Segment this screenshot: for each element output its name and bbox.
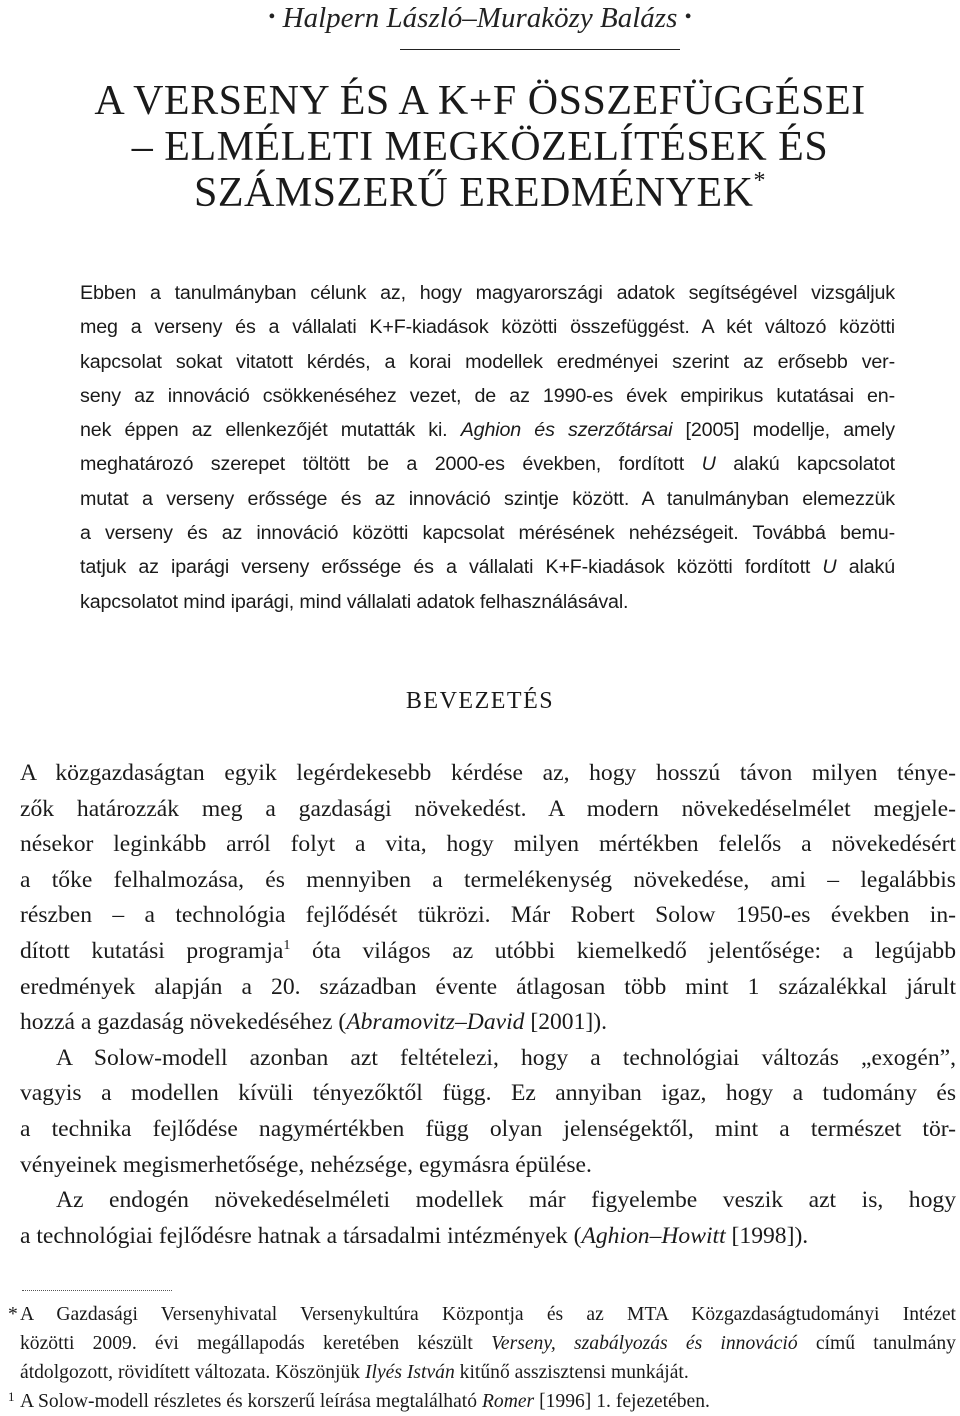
abstract-text: [2005] modellje, amely bbox=[672, 419, 895, 442]
footnote-text: [1996] 1. fejezetében. bbox=[534, 1391, 710, 1412]
abstract-line: mutat a verseny erőssége és az innováció szintje között. A tanulmányban elemezzük bbox=[80, 487, 895, 510]
author-line bbox=[0, 0, 960, 35]
abstract-line: kapcsolatot mind iparági, mind vállalati adatok felhasználásával. bbox=[80, 590, 629, 613]
u-letter: U bbox=[822, 556, 837, 579]
abstract-line bbox=[80, 447, 895, 481]
footnote-text: című tanulmány bbox=[797, 1333, 956, 1354]
citation-author: Abramovitz–David bbox=[346, 1009, 525, 1036]
abstract-line: meg a verseny és a vállalati K+F-kiadások közötti összefüggést. A két változó közötti bbox=[80, 316, 895, 339]
footnotes bbox=[8, 1300, 956, 1416]
body-line: vagyis a modellen kívüli tényezőktől függ. Ez annyiban igaz, hogy a tudomány és bbox=[20, 1080, 956, 1107]
body-line: eredmények alapján a 20. században évente átlagosan több mint 1 százalékkal járult bbox=[20, 973, 956, 1000]
body-text-run: [2001]). bbox=[524, 1009, 608, 1036]
body-text-run: dított kutatási programja bbox=[20, 937, 284, 964]
body-line bbox=[20, 1005, 956, 1041]
bullet-left: • bbox=[268, 6, 276, 28]
body-line: zők határozzák meg a gazdasági növekedést. A modern növekedéselmélet megjele- bbox=[20, 795, 956, 822]
footnote-line bbox=[8, 1387, 956, 1416]
u-letter: U bbox=[701, 453, 716, 476]
body-text-run: óta világos az utóbbi kiemelkedő jelentősége: a legújabb bbox=[290, 937, 956, 964]
body-line bbox=[20, 934, 956, 970]
title-footnote-mark: * bbox=[753, 168, 766, 194]
title-line-2: – ELMÉLETI MEGKÖZELÍTÉSEK ÉS bbox=[131, 124, 829, 170]
footnote-line bbox=[8, 1358, 956, 1387]
abstract-line: Ebben a tanulmányban célunk az, hogy magyarországi adatok segítségével vizsgáljuk bbox=[80, 282, 895, 304]
body-line bbox=[20, 1219, 956, 1255]
body-text-run: [1998]). bbox=[725, 1222, 809, 1249]
authors: Halpern László–Muraközy Balázs bbox=[282, 2, 678, 34]
body-line: nésekor leginkább arról folyt a vita, hogy milyen mértékben felelős a növekedésért bbox=[20, 831, 956, 858]
footnote-text: kitűnő asszisztensi munkáját. bbox=[454, 1362, 689, 1383]
body-line: vényeinek megismerhetősége, nehézsége, egymásra épülése. bbox=[20, 1151, 592, 1178]
abstract-line bbox=[80, 413, 895, 447]
title-line-1: A VERSENY ÉS A K+F ÖSSZEFÜGGÉSEI bbox=[94, 78, 866, 124]
footnote-mark: * bbox=[8, 1304, 18, 1325]
body-line: a technika fejlődése nagymértékben függ olyan jelenségektől, mint a természet tör- bbox=[20, 1115, 956, 1142]
body-text-run: a technológiai fejlődésre hatnak a társadalmi intézmények ( bbox=[20, 1222, 582, 1249]
body-line: Az endogén növekedéselméleti modellek már figyelembe veszik azt is, hogy bbox=[56, 1187, 956, 1214]
abstract-line: a verseny és az innováció közötti kapcsolat mérésének nehézségeit. Továbbá bemu- bbox=[80, 522, 895, 545]
footnote-separator bbox=[22, 1290, 172, 1291]
citation-author: Aghion–Howitt bbox=[581, 1222, 726, 1249]
footnote-text: átdolgozott, rövidített változata. Köszönjük bbox=[20, 1362, 365, 1383]
footnote-text: közötti 2009. évi megállapodás keretében készült bbox=[20, 1333, 492, 1354]
footnote-italic: Ilyés István bbox=[365, 1362, 455, 1383]
footnote-line bbox=[8, 1300, 956, 1329]
title-line-3-text: SZÁMSZERŰ EREDMÉNYEK bbox=[193, 170, 754, 216]
abstract-line bbox=[80, 550, 895, 584]
footnote-text: A Gazdasági Versenyhivatal Versenykultúra Központja és az MTA Közgazdaságtudományi Intézet bbox=[20, 1304, 956, 1325]
body-line: A Solow-modell azonban azt feltételezi, hogy a technológiai változás „exogén”, bbox=[56, 1044, 956, 1071]
abstract-text: nek éppen az ellenkezőjét mutatták ki. bbox=[80, 419, 461, 442]
body-line: részben – a technológia fejlődését tükrözi. Már Robert Solow 1950-es években in- bbox=[20, 902, 956, 929]
abstract bbox=[80, 276, 895, 619]
footnote-italic: Verseny, szabályozás és innováció bbox=[491, 1333, 798, 1354]
footnote-mark bbox=[8, 1387, 20, 1416]
body-line: a tőke felhalmozása, és mennyiben a termelékenység növekedése, ami – legalábbis bbox=[20, 866, 956, 893]
article-title bbox=[0, 78, 960, 216]
abstract-line: seny az innováció csökkenéséhez vezet, de az 1990-es évek empirikus kutatásai en- bbox=[80, 384, 895, 407]
footnote-number: 1 bbox=[8, 1389, 15, 1404]
abstract-text: alakú bbox=[836, 556, 896, 579]
abstract-line: kapcsolat sokat vitatott kérdés, a korai modellek eredményei szerint az erősebb ver- bbox=[80, 350, 895, 373]
footnote-text: A Solow-modell részletes és korszerű leírása megtalálható bbox=[20, 1391, 482, 1412]
body-text bbox=[20, 756, 956, 1254]
author-underline bbox=[400, 49, 680, 50]
footnote-italic: Romer bbox=[481, 1391, 535, 1412]
body-text-run: hozzá a gazdaság növekedéséhez ( bbox=[20, 1009, 347, 1036]
footnote-ref: 1 bbox=[283, 937, 291, 953]
abstract-text: tatjuk az iparági verseny erőssége és a vállalati K+F-kiadások közötti fordított bbox=[80, 556, 823, 579]
abstract-text: alakú kapcsolatot bbox=[715, 453, 895, 476]
section-heading: BEVEZETÉS bbox=[405, 688, 555, 714]
abstract-text: meghatározó szerepet töltött be a 2000-es években, fordított bbox=[80, 453, 702, 476]
body-line: A közgazdaságtan egyik legérdekesebb kérdése az, hogy hosszú távon milyen ténye- bbox=[20, 760, 956, 786]
bullet-right: • bbox=[684, 6, 692, 28]
citation-author: Aghion és szerzőtársai bbox=[460, 419, 673, 442]
footnote-line bbox=[8, 1329, 956, 1358]
title-line-3 bbox=[0, 170, 960, 216]
